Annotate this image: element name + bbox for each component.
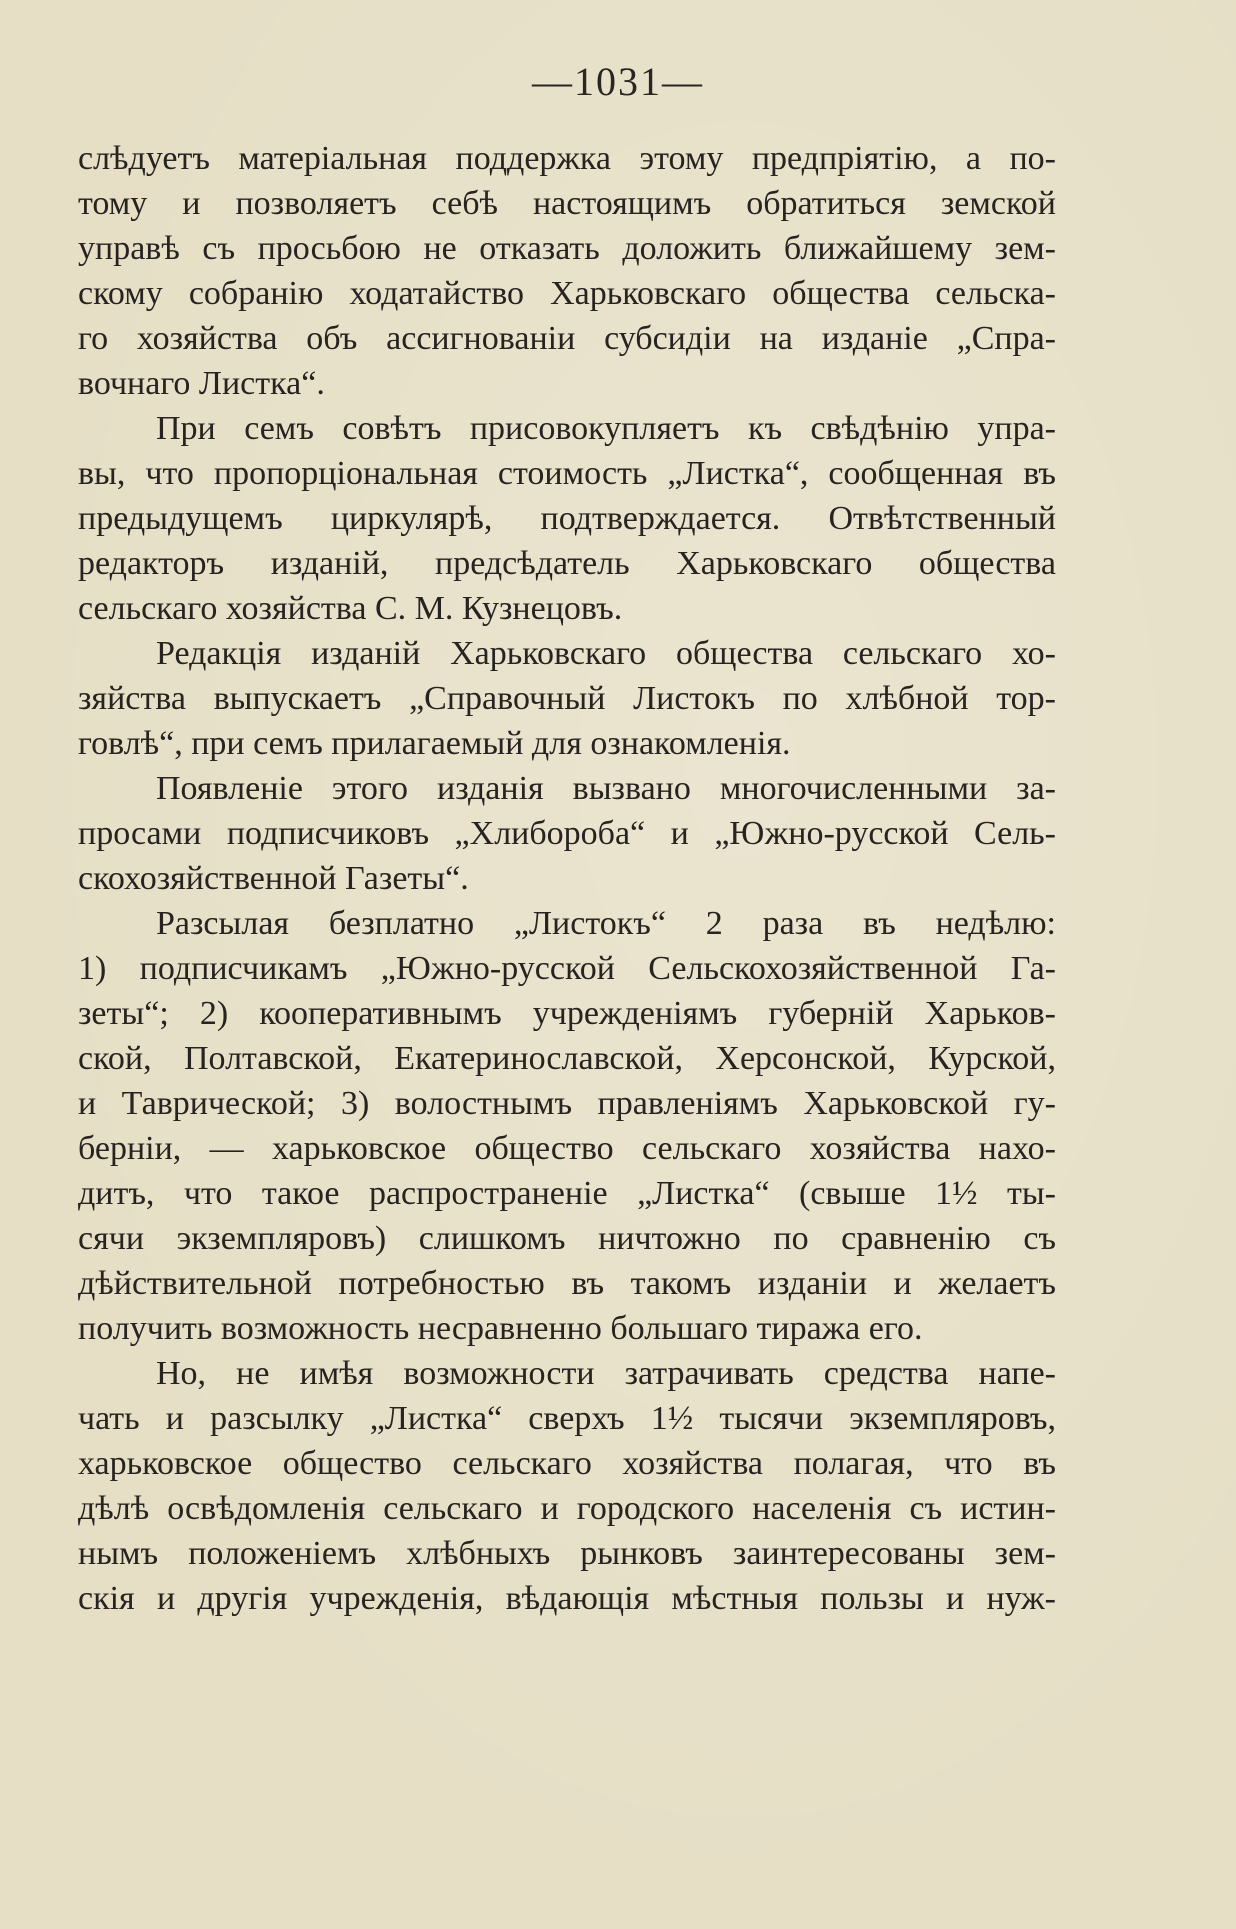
- text-line: тому и позволяетъ себѣ настоящимъ обратиться земской: [78, 185, 1056, 222]
- text-line: скохозяйственной Газеты“.: [78, 860, 469, 897]
- text-line: скому собранію ходатайство Харьковскаго общества сельска-: [78, 275, 1056, 312]
- paragraph: [78, 1351, 1056, 1621]
- text-body: [78, 136, 1056, 1621]
- paragraph: [78, 136, 1056, 406]
- text-line: сельскаго хозяйства С. М. Кузнецовъ.: [78, 590, 623, 627]
- text-line: Разсылая безплатно „Листокъ“ 2 раза въ недѣлю:: [156, 905, 1056, 942]
- text-line: скія и другія учрежденія, вѣдающія мѣстныя пользы и нуж-: [78, 1580, 1056, 1617]
- text-line: вы, что пропорціональная стоимость „Листка“, сообщенная въ: [78, 455, 1056, 492]
- text-line: просами подписчиковъ „Хлибороба“ и „Южно-русской Сель-: [78, 815, 1056, 852]
- text-line: Но, не имѣя возможности затрачивать средства напе-: [156, 1355, 1056, 1392]
- page-number: —1031—: [532, 59, 704, 104]
- text-line: харьковское общество сельскаго хозяйства полагая, что въ: [78, 1445, 1056, 1482]
- text-line: и Таврической; 3) волостнымъ правленіямъ Харьковской гу-: [78, 1085, 1056, 1122]
- text-line: дитъ, что такое распространеніе „Листка“ (свыше 1½ ты-: [78, 1175, 1056, 1212]
- text-line: редакторъ изданій, предсѣдатель Харьковскаго общества: [78, 545, 1056, 582]
- text-line: зяйства выпускаетъ „Справочный Листокъ по хлѣбной тор-: [78, 680, 1056, 717]
- text-line: ской, Полтавской, Екатеринославской, Херсонской, Курской,: [78, 1040, 1056, 1077]
- text-line: зеты“; 2) кооперативнымъ учрежденіямъ губерній Харьков-: [78, 995, 1056, 1032]
- text-line: предыдущемъ циркулярѣ, подтверждается. Отвѣтственный: [78, 500, 1056, 537]
- paragraph: [78, 631, 1056, 766]
- text-line: дѣйствительной потребностью въ такомъ изданіи и желаетъ: [78, 1265, 1056, 1302]
- text-line: го хозяйства объ ассигнованіи субсидіи на изданіе „Спра-: [78, 320, 1056, 357]
- text-line: Редакція изданій Харьковскаго общества сельскаго хо-: [156, 635, 1056, 672]
- text-line: Появленіе этого изданія вызвано многочисленными за-: [156, 770, 1056, 807]
- text-line: сячи экземпляровъ) слишкомъ ничтожно по сравненію съ: [78, 1220, 1056, 1257]
- paragraph: [78, 901, 1056, 1351]
- text-line: управѣ съ просьбою не отказать доложить ближайшему зем-: [78, 230, 1056, 267]
- text-line: дѣлѣ освѣдомленія сельскаго и городского населенія съ истин-: [78, 1490, 1056, 1527]
- text-line: говлѣ“, при семъ прилагаемый для ознакомленія.: [78, 725, 791, 762]
- text-line: получить возможность несравненно большаго тиража его.: [78, 1310, 923, 1347]
- text-line: нымъ положеніемъ хлѣбныхъ рынковъ заинтересованы зем-: [78, 1535, 1056, 1572]
- text-line: вочнаго Листка“.: [78, 365, 325, 402]
- paragraph: [78, 406, 1056, 631]
- text-line: чать и разсылку „Листка“ сверхъ 1½ тысячи экземпляровъ,: [78, 1400, 1056, 1437]
- text-line: слѣдуетъ матеріальная поддержка этому предпріятію, а по-: [78, 140, 1056, 177]
- text-line: 1) подписчикамъ „Южно-русской Сельскохозяйственной Га-: [78, 950, 1056, 987]
- text-line: При семъ совѣтъ присовокупляетъ къ свѣдѣнію упра-: [156, 410, 1056, 447]
- paragraph: [78, 766, 1056, 901]
- text-line: берніи, — харьковское общество сельскаго хозяйства нахо-: [78, 1130, 1056, 1167]
